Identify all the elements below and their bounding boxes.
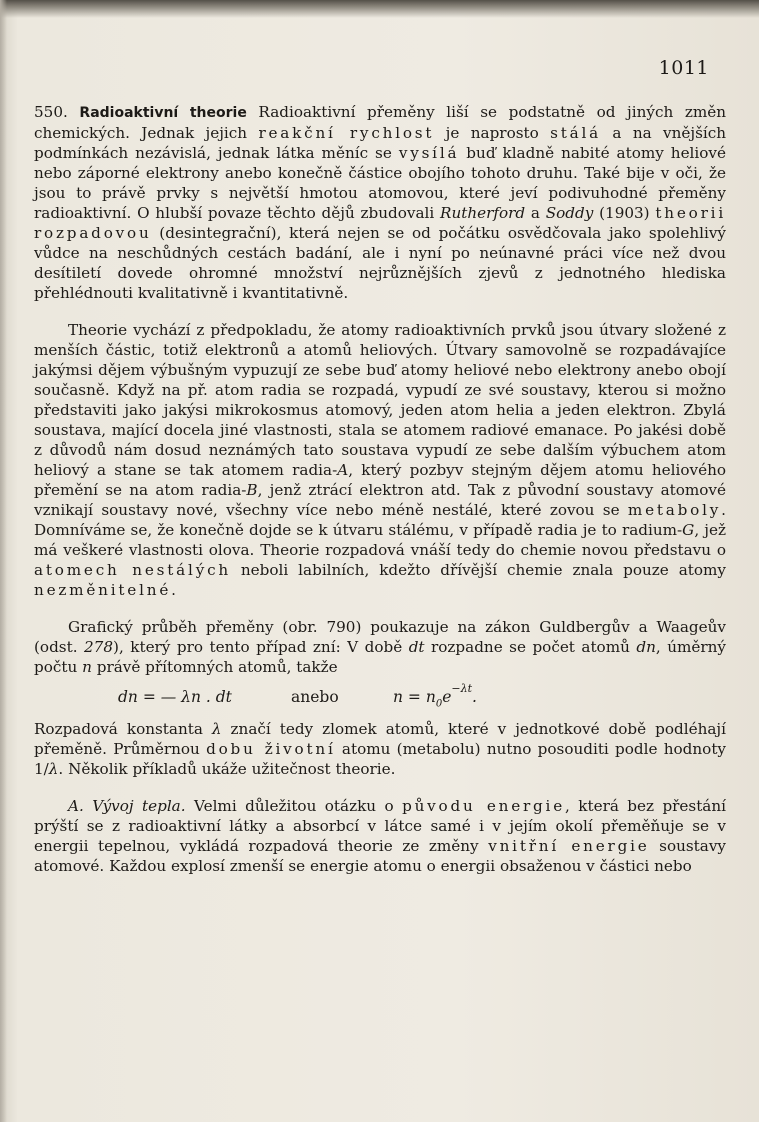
section-number: 550. [34,103,68,121]
italic-name: Rutherford [440,204,526,222]
spaced-text: reakční rychlost [258,124,435,142]
text-run: a na vnějších podmínkách nezávislá, jednak látka měníc se [34,124,727,162]
formula-connector: anebo [291,688,339,707]
text-body [34,102,726,876]
scan-left-edge [0,0,7,1122]
page-number: 1011 [658,57,709,79]
paragraph-2 [34,320,726,600]
italic-symbol: dt [408,638,425,656]
subsection-heading: A. Vývoj tepla. [68,797,186,815]
paragraph-3 [34,617,726,677]
text-run: je naprosto [434,124,551,142]
text-run: ), který pro tento případ zní: V době [113,638,409,656]
formula-differential: dn = — λn . dt [118,688,232,707]
spaced-text: původu energie [402,797,566,815]
spaced-text: dobu životní [206,740,336,758]
text-run: , která bez přestání prýští se z radioaktivní látky a absorbcí v látce samé i v jejím okolí přeměňuje se v energii tepelnou, vykládá rozpadová theorie ze změny [34,797,727,855]
text-run: (1903) [593,204,656,222]
text-run: . Domníváme se, že konečně dojde se k útvaru stálému, v případě radia je to radium- [34,501,726,539]
text-run: Theorie vychází z předpokladu, že atomy radioaktivních prvků jsou útvary složené z menších částic, totiž elektronů a atomů heliových. Útvary samovolně se rozpadávajíce jakýmsi dějem výbušným vypuzují ze sebe buď atomy heliové nebo elektrony anebo obojí současně. Když na př. atom radia se rozpadá, vypudí ze své soustavy, kterou si možno představiti jako jakýsi mikrokosmus atomový, jeden atom helia a jeden elektron. Zbylá soustava, mající docela jiné vlastnosti, stala se atomem radiové emanace. Po jakési době z důvodů nám dosud neznámých tato soustava vypudí ze sebe dalším výbuchem atom heliový a stane se tak atomem radia- [34,321,726,479]
italic-symbol: B [246,481,258,499]
italic-ref: 278 [84,638,114,656]
italic-symbol: λ [211,720,222,738]
text-run: Grafický průběh přeměny (obr. 790) poukazuje na zákon Guldbergův a Waageův (odst. [34,618,726,656]
text-run: . Několik příkladů ukáže užitečnost theorie. [58,760,396,778]
text-run: , úměrný počtu [34,638,726,676]
formula-lhs: n = n [393,688,436,707]
formula-end: . [471,688,477,707]
text-run: (desintegrační), která nejen se od počátku osvědčovala jako spolehlivý vůdce na neschůdných cestách badání, ale i nyní po neúnavné práci více než dvou desítiletí dovede ohromné množství nejrůznějších zjevů z jednotného hlediska přehlédnouti kvalitativně i kvantitativně. [34,224,726,302]
scan-top-shadow [0,0,759,18]
formula-subscript: 0 [435,698,443,710]
text-run: právě přítomných atomů, takže [91,658,338,676]
text-run: , jenž ztrácí elektron atd. Tak z původní soustavy atomové vznikají soustavy nové, všechny více nebo méně nestálé, které zovou se [34,481,726,519]
text-run: neboli labilních, kdežto dřívější chemie znala pouze atomy [230,561,726,579]
text-run: Velmi důležitou otázku o [185,797,403,815]
text-run: buď kladně nabité atomy heliové nebo záporné elektrony anebo konečně částice obojího tohoto druhu. Také bije v oči, že jsou to právě prvky s největší hmotou atomovou, které jeví podivuhodné přeměny radioaktivní. O hlubší povaze těchto dějů zbudovali [34,144,726,222]
text-run: rozpadne se počet atomů [424,638,637,656]
italic-symbol: G [682,521,695,539]
spaced-text: atomech nestálých [34,561,231,579]
text-run: atomu (metabolu) nutno posouditi podle hodnoty 1/ [34,740,726,778]
text-run: soustavy atomové. Každou explosí zmenší se energie atomu o energii obsaženou v částici nebo [34,837,726,875]
text-run: , který pozbyv stejným dějem atomu heliového přemění se na atom radia- [34,461,726,499]
paragraph-5 [34,796,726,876]
spaced-text: vysílá [398,144,460,162]
italic-symbol: dn [636,638,656,656]
italic-name: Soddy [545,204,594,222]
decay-formula [34,683,726,719]
text-run: a [525,204,546,222]
formula-base: e [442,688,452,707]
spaced-text: stálá [550,124,602,142]
text-run: , jež má veškeré vlastnosti olova. Theorie rozpadová vnáší tedy do chemie novou představu o [34,521,726,559]
formula-exponential [393,683,477,714]
italic-symbol: n [82,658,92,676]
spaced-text: vnitřní energie [488,837,650,855]
spaced-text: metaboly [627,501,722,519]
section-title: Radioaktivní theorie [79,105,247,121]
formula-exponent: −λt [451,682,472,695]
text-run: Radioaktivní přeměny liší se podstatně od jiných změn chemických. Jednak jejich [34,103,727,142]
paragraph-1 [34,102,726,303]
italic-symbol: λ [48,760,59,778]
italic-symbol: A [337,461,349,479]
paragraph-4 [34,719,726,779]
text-run: . [171,581,176,599]
text-run: značí tedy zlomek atomů, které v jednotkové době podléhají přeměně. Průměrnou [34,720,726,758]
spaced-text: theorii rozpadovou [34,204,726,242]
spaced-text: nezměnitelné [34,581,172,599]
text-run: Rozpadová konstanta [34,720,212,738]
